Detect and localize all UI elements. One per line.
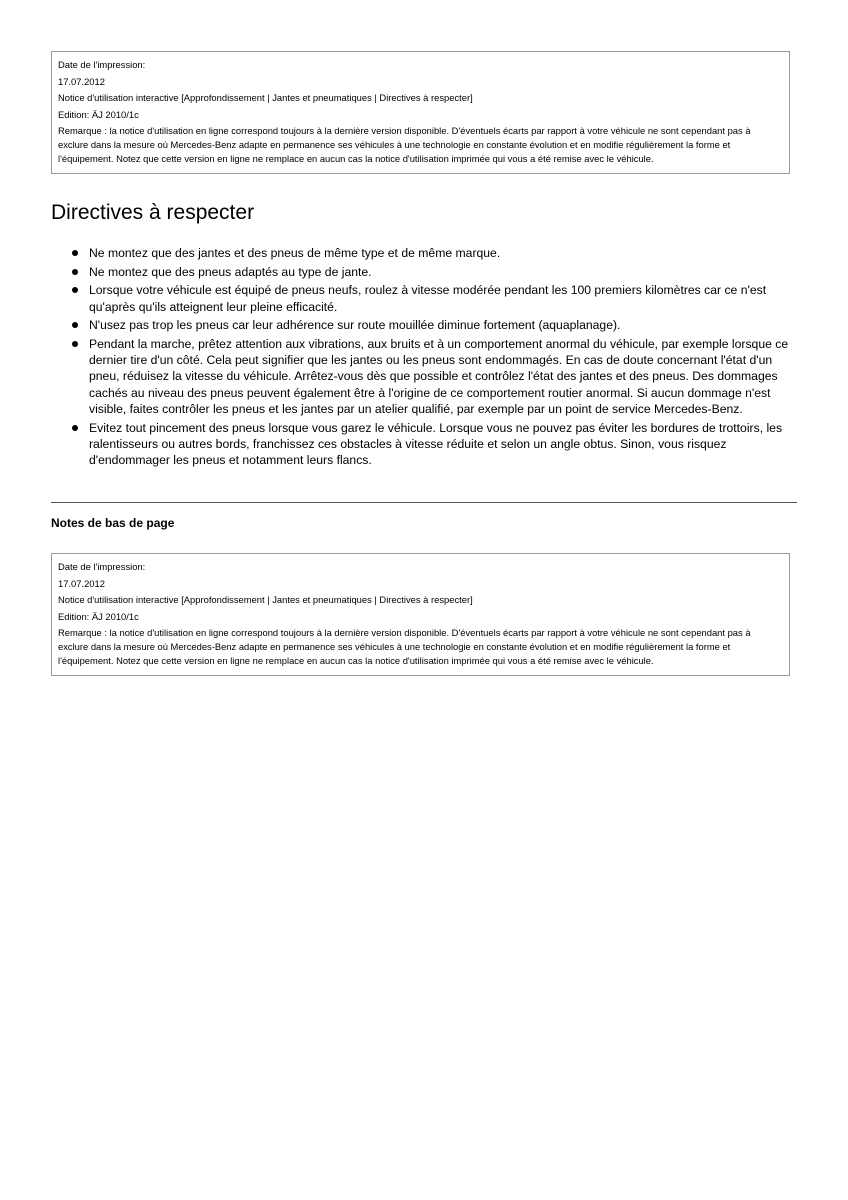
section-divider (51, 502, 797, 503)
list-item (51, 264, 791, 280)
remark-text: Remarque : la notice d'utilisation en ligne correspond toujours à la dernière version disponible. D'éventuels écarts par rapport à votre véhicule ne sont cependant pas à exclure dans la mesure où Mercedes-Benz adapte en permanence ses véhicules à une technologie en constante évolution et en modifie régulièrement la forme et l'équipement. Notez que cette version en ligne ne remplace en aucun cas la notice d'utilisation imprimée qui vous a été remise avec le véhicule. (58, 125, 751, 164)
list-item (51, 420, 791, 469)
print-date: 17.07.2012 (58, 577, 105, 589)
edition: Edition: ÄJ 2010/1c (58, 610, 139, 622)
list-item-text: Ne montez que des jantes et des pneus de même type et de même marque. (89, 246, 501, 260)
remark-text: Remarque : la notice d'utilisation en ligne correspond toujours à la dernière version disponible. D'éventuels écarts par rapport à votre véhicule ne sont cependant pas à exclure dans la mesure où Mercedes-Benz adapte en permanence ses véhicules à une technologie en constante évolution et en modifie régulièrement la forme et l'équipement. Notez que cette version en ligne ne remplace en aucun cas la notice d'utilisation imprimée qui vous a été remise avec le véhicule. (58, 627, 751, 666)
bullet-icon (72, 250, 78, 256)
list-item-text: Ne montez que des pneus adaptés au type de jante. (89, 264, 372, 279)
bullet-icon (72, 425, 78, 431)
list-item-text: Pendant la marche, prêtez attention aux vibrations, aux bruits et à un comportement anormal du véhicule, par exemple lorsque ce dernier tire d'un côté. Cela peut signifier que les jantes ou les pneus sont endommagés. En cas de doute concernant l'état d'un pneu, réduisez la vitesse du véhicule. Arrêtez-vous dès que possible et contrôlez l'état des jantes et des pneus. Des dommages cachés au niveau des pneus peuvent également être à l'origine de ce comportement routier anormal. Si aucun dommage n'est visible, faites contrôler les pneus et les jantes par un atelier qualifié, par exemple par un point de service Mercedes-Benz. (89, 337, 789, 416)
bullet-icon (72, 269, 78, 275)
edition: Edition: ÄJ 2010/1c (58, 108, 139, 120)
list-item-text: Lorsque votre véhicule est équipé de pneus neufs, roulez à vitesse modérée pendant les 100 premiers kilomètres car ce n'est qu'après qu'ils atteignent leur pleine efficacité. (89, 283, 767, 314)
list-item-text: N'usez pas trop les pneus car leur adhérence sur route mouillée diminue fortement (aquaplanage). (89, 318, 621, 333)
breadcrumb: Notice d'utilisation interactive [Approfondissement | Jantes et pneumatiques | Directives à respecter] (58, 594, 473, 606)
bullet-icon (72, 287, 78, 293)
breadcrumb: Notice d'utilisation interactive [Approfondissement | Jantes et pneumatiques | Directives à respecter] (58, 92, 473, 104)
page-title: Directives à respecter (51, 201, 255, 224)
list-item (51, 245, 791, 261)
footnotes-heading: Notes de bas de page (51, 516, 175, 530)
print-info-box-footer (51, 553, 790, 676)
directives-list (51, 245, 791, 471)
print-info-box-header (51, 51, 790, 174)
bullet-icon (72, 341, 78, 347)
print-date: 17.07.2012 (58, 75, 105, 87)
print-date-label: Date de l'impression: (58, 561, 146, 572)
list-item (51, 282, 791, 314)
list-item (51, 336, 791, 417)
list-item-text: Evitez tout pincement des pneus lorsque vous garez le véhicule. Lorsque vous ne pouvez pas éviter les bordures de trottoirs, les ralentisseurs ou autres bords, franchissez ces obstacles à vitesse réduite et selon un angle obtus. Sinon, vous risquez d'endommager les pneus et notamment leurs flancs. (89, 420, 783, 467)
print-date-label: Date de l'impression: (58, 59, 146, 70)
list-item (51, 317, 791, 333)
bullet-icon (72, 322, 78, 328)
